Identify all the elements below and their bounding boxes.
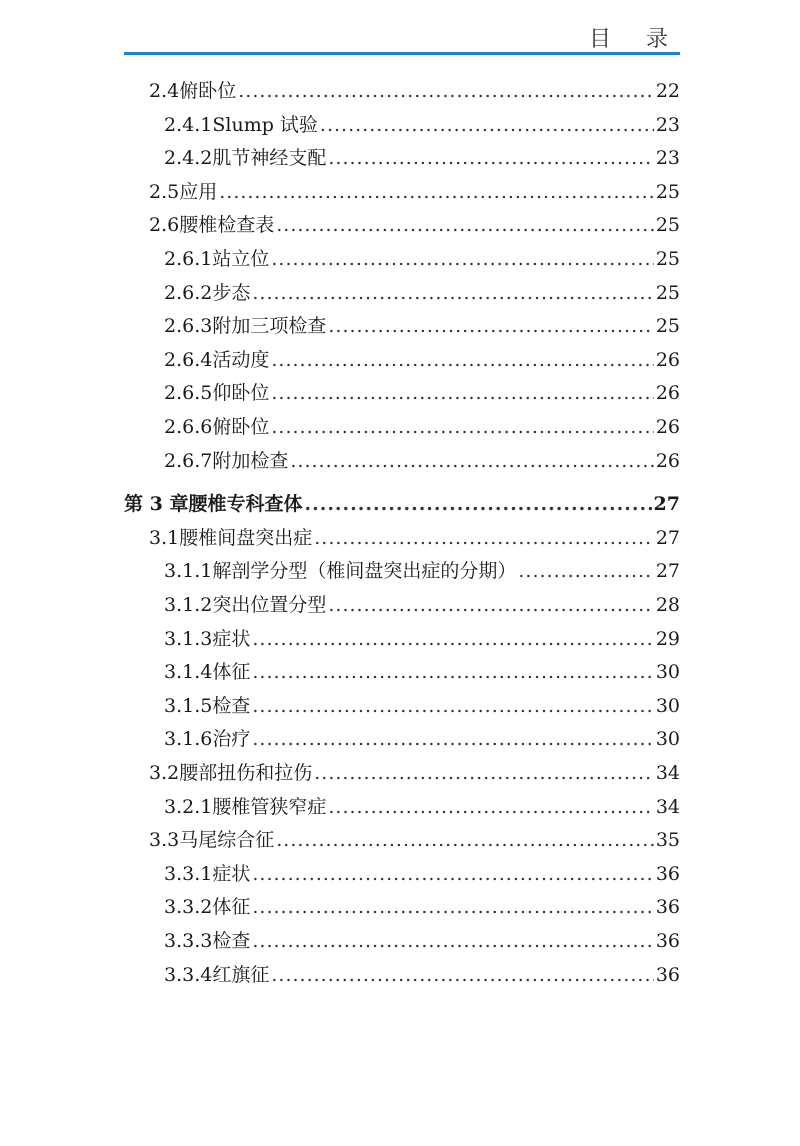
header-rule — [124, 52, 680, 55]
toc-entry-page: 26 — [655, 449, 680, 472]
toc-entry-page: 30 — [655, 728, 680, 751]
toc-entry — [0, 926, 680, 956]
toc-entry-title: 附加检查 — [212, 449, 289, 472]
toc-entry-page: 23 — [655, 147, 680, 170]
toc-entry — [0, 244, 680, 274]
toc-entry — [0, 345, 680, 375]
toc-entry — [0, 758, 680, 788]
toc-entry-page: 26 — [655, 416, 680, 438]
toc-entry-page: 36 — [655, 862, 680, 885]
page-header-title: 目 录 — [589, 27, 682, 52]
toc-entry-title: 马尾综合征 — [179, 829, 275, 852]
toc-entry-number: 3.1.2 — [164, 594, 213, 616]
toc-leader-dots — [518, 556, 653, 586]
toc-chapter-entry — [0, 489, 680, 519]
toc-entry — [0, 556, 680, 586]
toc-leader-dots — [252, 724, 653, 754]
toc-entry-page: 25 — [655, 214, 680, 237]
toc-entry — [0, 210, 680, 240]
toc-leader-dots — [271, 244, 653, 274]
toc-entry-number: 3.1.4 — [164, 661, 213, 684]
toc-entry — [0, 76, 680, 106]
toc-leader-dots — [276, 825, 654, 855]
toc-entry — [0, 657, 680, 687]
toc-entry-page: 25 — [655, 281, 680, 304]
toc-entry — [0, 892, 680, 922]
toc-entry — [0, 278, 680, 308]
toc-entry-number: 3.1.6 — [164, 728, 213, 751]
toc-entry — [0, 590, 680, 620]
toc-entry-page: 35 — [655, 829, 680, 852]
toc-entry-title: 体征 — [212, 661, 251, 684]
toc-entry-number: 3.3.4 — [164, 963, 213, 986]
toc-entry-title: 红旗征 — [212, 963, 270, 986]
toc-entry-title: 步态 — [212, 281, 251, 304]
toc-entry-page: 36 — [655, 963, 680, 986]
toc-entry — [0, 825, 680, 855]
toc-entry-title: 突出位置分型 — [212, 594, 327, 616]
toc-entry-title: 肌节神经支配 — [212, 147, 327, 170]
toc-entry — [0, 691, 680, 721]
toc-leader-dots — [328, 311, 653, 341]
toc-entry — [0, 311, 680, 341]
toc-entry-page: 22 — [655, 80, 680, 102]
toc-entry-number: 2.6 — [149, 214, 180, 237]
toc-entry-number: 3.1 — [149, 526, 180, 549]
toc-entry — [0, 859, 680, 889]
toc-leader-dots — [276, 210, 654, 240]
toc-entry — [0, 177, 680, 207]
toc-entry-number: 2.6.3 — [164, 315, 213, 338]
toc-entry-page: 25 — [655, 315, 680, 338]
toc-entry-number: 3.1.3 — [164, 627, 213, 650]
toc-entry-page: 30 — [655, 661, 680, 684]
toc-entry-title: 腰椎检查表 — [179, 214, 275, 237]
toc-entry-page: 23 — [655, 113, 680, 136]
toc-entry-title: 俯卧位 — [212, 416, 270, 438]
toc-leader-dots — [252, 691, 653, 721]
toc-entry-title: 活动度 — [212, 348, 270, 371]
toc-leader-dots — [271, 345, 653, 375]
toc-entry-page: 27 — [655, 560, 680, 583]
toc-entry-number: 2.6.4 — [164, 348, 213, 371]
toc-entry-page: 25 — [655, 248, 680, 270]
toc-entry-title: 症状 — [212, 627, 251, 650]
toc-entry-number: 3.3.1 — [164, 862, 213, 885]
toc-leader-dots — [252, 859, 653, 889]
toc-entry-number: 2.4 — [149, 80, 180, 102]
toc-entry-title: 仰卧位 — [212, 382, 270, 405]
toc-entry-page: 25 — [655, 180, 680, 203]
toc-entry-title: 检查 — [212, 694, 251, 717]
toc-leader-dots — [252, 278, 653, 308]
toc-entry-title: 应用 — [179, 180, 218, 203]
toc-leader-dots — [320, 110, 654, 140]
toc-entry-title: 解剖学分型（椎间盘突出症的分期） — [212, 560, 517, 583]
toc-leader-dots — [328, 792, 653, 822]
toc-entry-number: 3.1.1 — [164, 560, 213, 583]
toc-entry — [0, 378, 680, 408]
toc-entry-title: 俯卧位 — [179, 80, 237, 102]
toc-entry-title: 腰椎间盘突出症 — [179, 526, 313, 549]
toc-entry-number: 3.1.5 — [164, 694, 213, 717]
toc-entry-number: 2.4.2 — [164, 147, 213, 170]
toc-entry-page: 26 — [655, 382, 680, 405]
toc-entry — [0, 960, 680, 990]
toc-entry — [0, 624, 680, 654]
toc-entry-title: 腰椎管狭窄症 — [212, 795, 327, 818]
toc-entry-number: 2.5 — [149, 180, 180, 203]
toc-leader-dots — [304, 489, 651, 519]
toc-entry-page: 34 — [655, 762, 680, 784]
toc-leader-dots — [290, 446, 653, 476]
toc-entry-title: 腰椎专科查体 — [188, 493, 303, 516]
toc-leader-dots — [314, 523, 654, 553]
toc-entry-title: 治疗 — [212, 728, 251, 751]
toc-entry-title: 症状 — [212, 862, 251, 885]
toc-leader-dots — [252, 926, 653, 956]
toc-leader-dots — [328, 590, 653, 620]
toc-leader-dots — [252, 657, 653, 687]
toc-entry-page: 27 — [653, 493, 680, 516]
toc-leader-dots — [314, 758, 654, 788]
toc-entry-title: 体征 — [212, 896, 251, 919]
toc-leader-dots — [271, 412, 653, 442]
toc-entry-title: Slump 试验 — [212, 113, 318, 136]
toc-entry — [0, 724, 680, 754]
toc-entry-page: 26 — [655, 348, 680, 371]
toc-entry-number: 2.6.2 — [164, 281, 213, 304]
toc-entry — [0, 412, 680, 442]
toc-entry-page: 34 — [655, 795, 680, 818]
toc-entry-number: 2.6.1 — [164, 248, 213, 270]
toc-entry-title: 腰部扭伤和拉伤 — [179, 762, 313, 784]
toc-entry — [0, 523, 680, 553]
toc-entry-number: 3.2 — [149, 762, 180, 784]
toc-entry-page: 27 — [655, 526, 680, 549]
toc-leader-dots — [252, 624, 653, 654]
toc-entry-number: 3.3.2 — [164, 896, 213, 919]
toc-entry-page: 29 — [655, 627, 680, 650]
toc-leader-dots — [238, 76, 654, 106]
toc-leader-dots — [219, 177, 654, 207]
toc-entry-number: 3.3.3 — [164, 930, 213, 952]
toc-entry-number: 3.3 — [149, 829, 180, 852]
toc-entry — [0, 446, 680, 476]
toc-entry-number: 第 3 章 — [124, 493, 189, 516]
toc-entry-title: 附加三项检查 — [212, 315, 327, 338]
toc-entry-page: 28 — [655, 594, 680, 616]
toc-entry-number: 2.6.7 — [164, 449, 213, 472]
toc-entry-number: 2.6.6 — [164, 416, 213, 438]
toc-leader-dots — [271, 378, 653, 408]
toc-entry — [0, 143, 680, 173]
toc-entry-page: 36 — [655, 896, 680, 919]
toc-leader-dots — [328, 143, 653, 173]
toc-entry-number: 2.6.5 — [164, 382, 213, 405]
toc-entry-page: 36 — [655, 930, 680, 952]
toc-entry-number: 3.2.1 — [164, 795, 213, 818]
toc-entry — [0, 110, 680, 140]
toc-leader-dots — [271, 960, 653, 990]
toc-entry-number: 2.4.1 — [164, 113, 213, 136]
toc-leader-dots — [252, 892, 653, 922]
toc-entry-title: 站立位 — [212, 248, 270, 270]
toc-entry-title: 检查 — [212, 930, 251, 952]
toc-entry — [0, 792, 680, 822]
toc-entry-page: 30 — [655, 694, 680, 717]
